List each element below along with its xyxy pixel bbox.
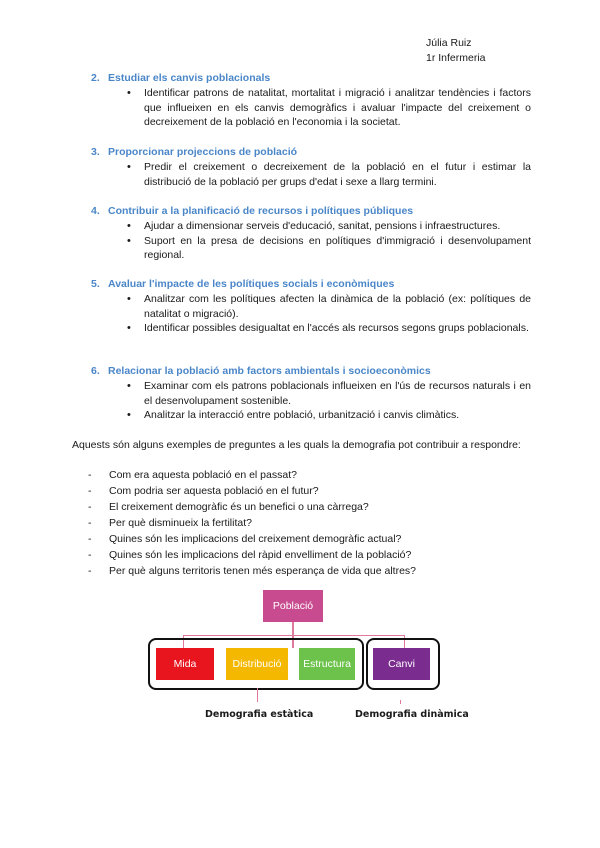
bullet-item: • Analitzar com les polítiques afecten la dinàmica de la població (ex: polítiques de natalitat o migració). [91,292,531,321]
section-title: Proporcionar projeccions de població [108,146,298,158]
bullet-item: • Predir el creixement o decreixement de la població en el futur i estimar la distribució de la població per grups d'edat i sexe a llarg termini. [91,160,531,189]
question-item: - El creixement demogràfic és un benefici o una càrrega? [88,499,528,515]
bullet-item: • Analitzar la interacció entre població, urbanització i canvis climàtics. [91,408,531,423]
author-block [426,36,486,65]
section-title: Estudiar els canvis poblacionals [108,72,271,84]
dynamic-demography-label: Demografia dinàmica [355,709,469,720]
section-2 [91,71,531,130]
bullet-item: • Identificar patrons de natalitat, mortalitat i migració i analitzar tendències i factors que influeixen en els canvis demogràfics i avaluar l'impacte del creixement o decreixement de la població en l'economia i la societat. [91,86,531,130]
mida-box: Mida [156,648,214,680]
section-4 [91,204,531,263]
section-number: 5. [91,278,100,290]
section-number: 4. [91,205,100,217]
section-6 [91,364,531,423]
question-item: - Com podria ser aquesta població en el futur? [88,483,528,499]
estructura-box: Estructura [299,648,355,680]
section-title: Contribuir a la planificació de recursos i polítiques públiques [108,205,414,217]
bullet-item: • Ajudar a dimensionar serveis d'educació, sanitat, pensions i infraestructures. [91,219,531,234]
connector-line [257,688,258,702]
section-heading [91,364,531,378]
section-number: 3. [91,146,100,158]
section-title: Relacionar la població amb factors ambientals i socioeconòmics [108,365,431,377]
poblacio-box: Població [263,590,323,622]
connector-line [183,635,404,636]
canvi-box: Canvi [373,648,430,680]
section-number: 6. [91,365,100,377]
distribucio-box: Distribució [226,648,288,680]
bullet-item: • Suport en la presa de decisions en polítiques d'immigració i desenvolupament regional. [91,234,531,263]
bullet-item: • Examinar com els patrons poblacionals influeixen en l'ús de recursos naturals i en el desenvolupament sostenible. [91,379,531,408]
connector-line [400,700,401,704]
author-name: Júlia Ruiz [426,37,472,49]
section-heading [91,204,531,218]
question-list [88,467,528,579]
question-item: - Com era aquesta població en el passat? [88,467,528,483]
section-3 [91,145,531,189]
author-course: 1r Infermeria [426,51,486,64]
intro-paragraph: Aquests són alguns exemples de preguntes a les quals la demografia pot contribuir a respondre: [72,439,521,451]
section-5 [91,277,531,336]
section-heading [91,71,531,85]
bullet-item: • Identificar possibles desigualtat en l'accés als recursos segons grups poblacionals. [91,321,531,336]
section-title: Avaluar l'impacte de les polítiques socials i econòmiques [108,278,395,290]
static-demography-label: Demografia estàtica [205,709,314,720]
section-number: 2. [91,72,100,84]
question-item: - Quines són les implicacions del ràpid envelliment de la població? [88,547,528,563]
section-heading [91,277,531,291]
question-item: - Quines són les implicacions del creixement demogràfic actual? [88,531,528,547]
section-heading [91,145,531,159]
question-item: - Per què disminueix la fertilitat? [88,515,528,531]
question-item: - Per què alguns territoris tenen més esperança de vida que altres? [88,563,528,579]
